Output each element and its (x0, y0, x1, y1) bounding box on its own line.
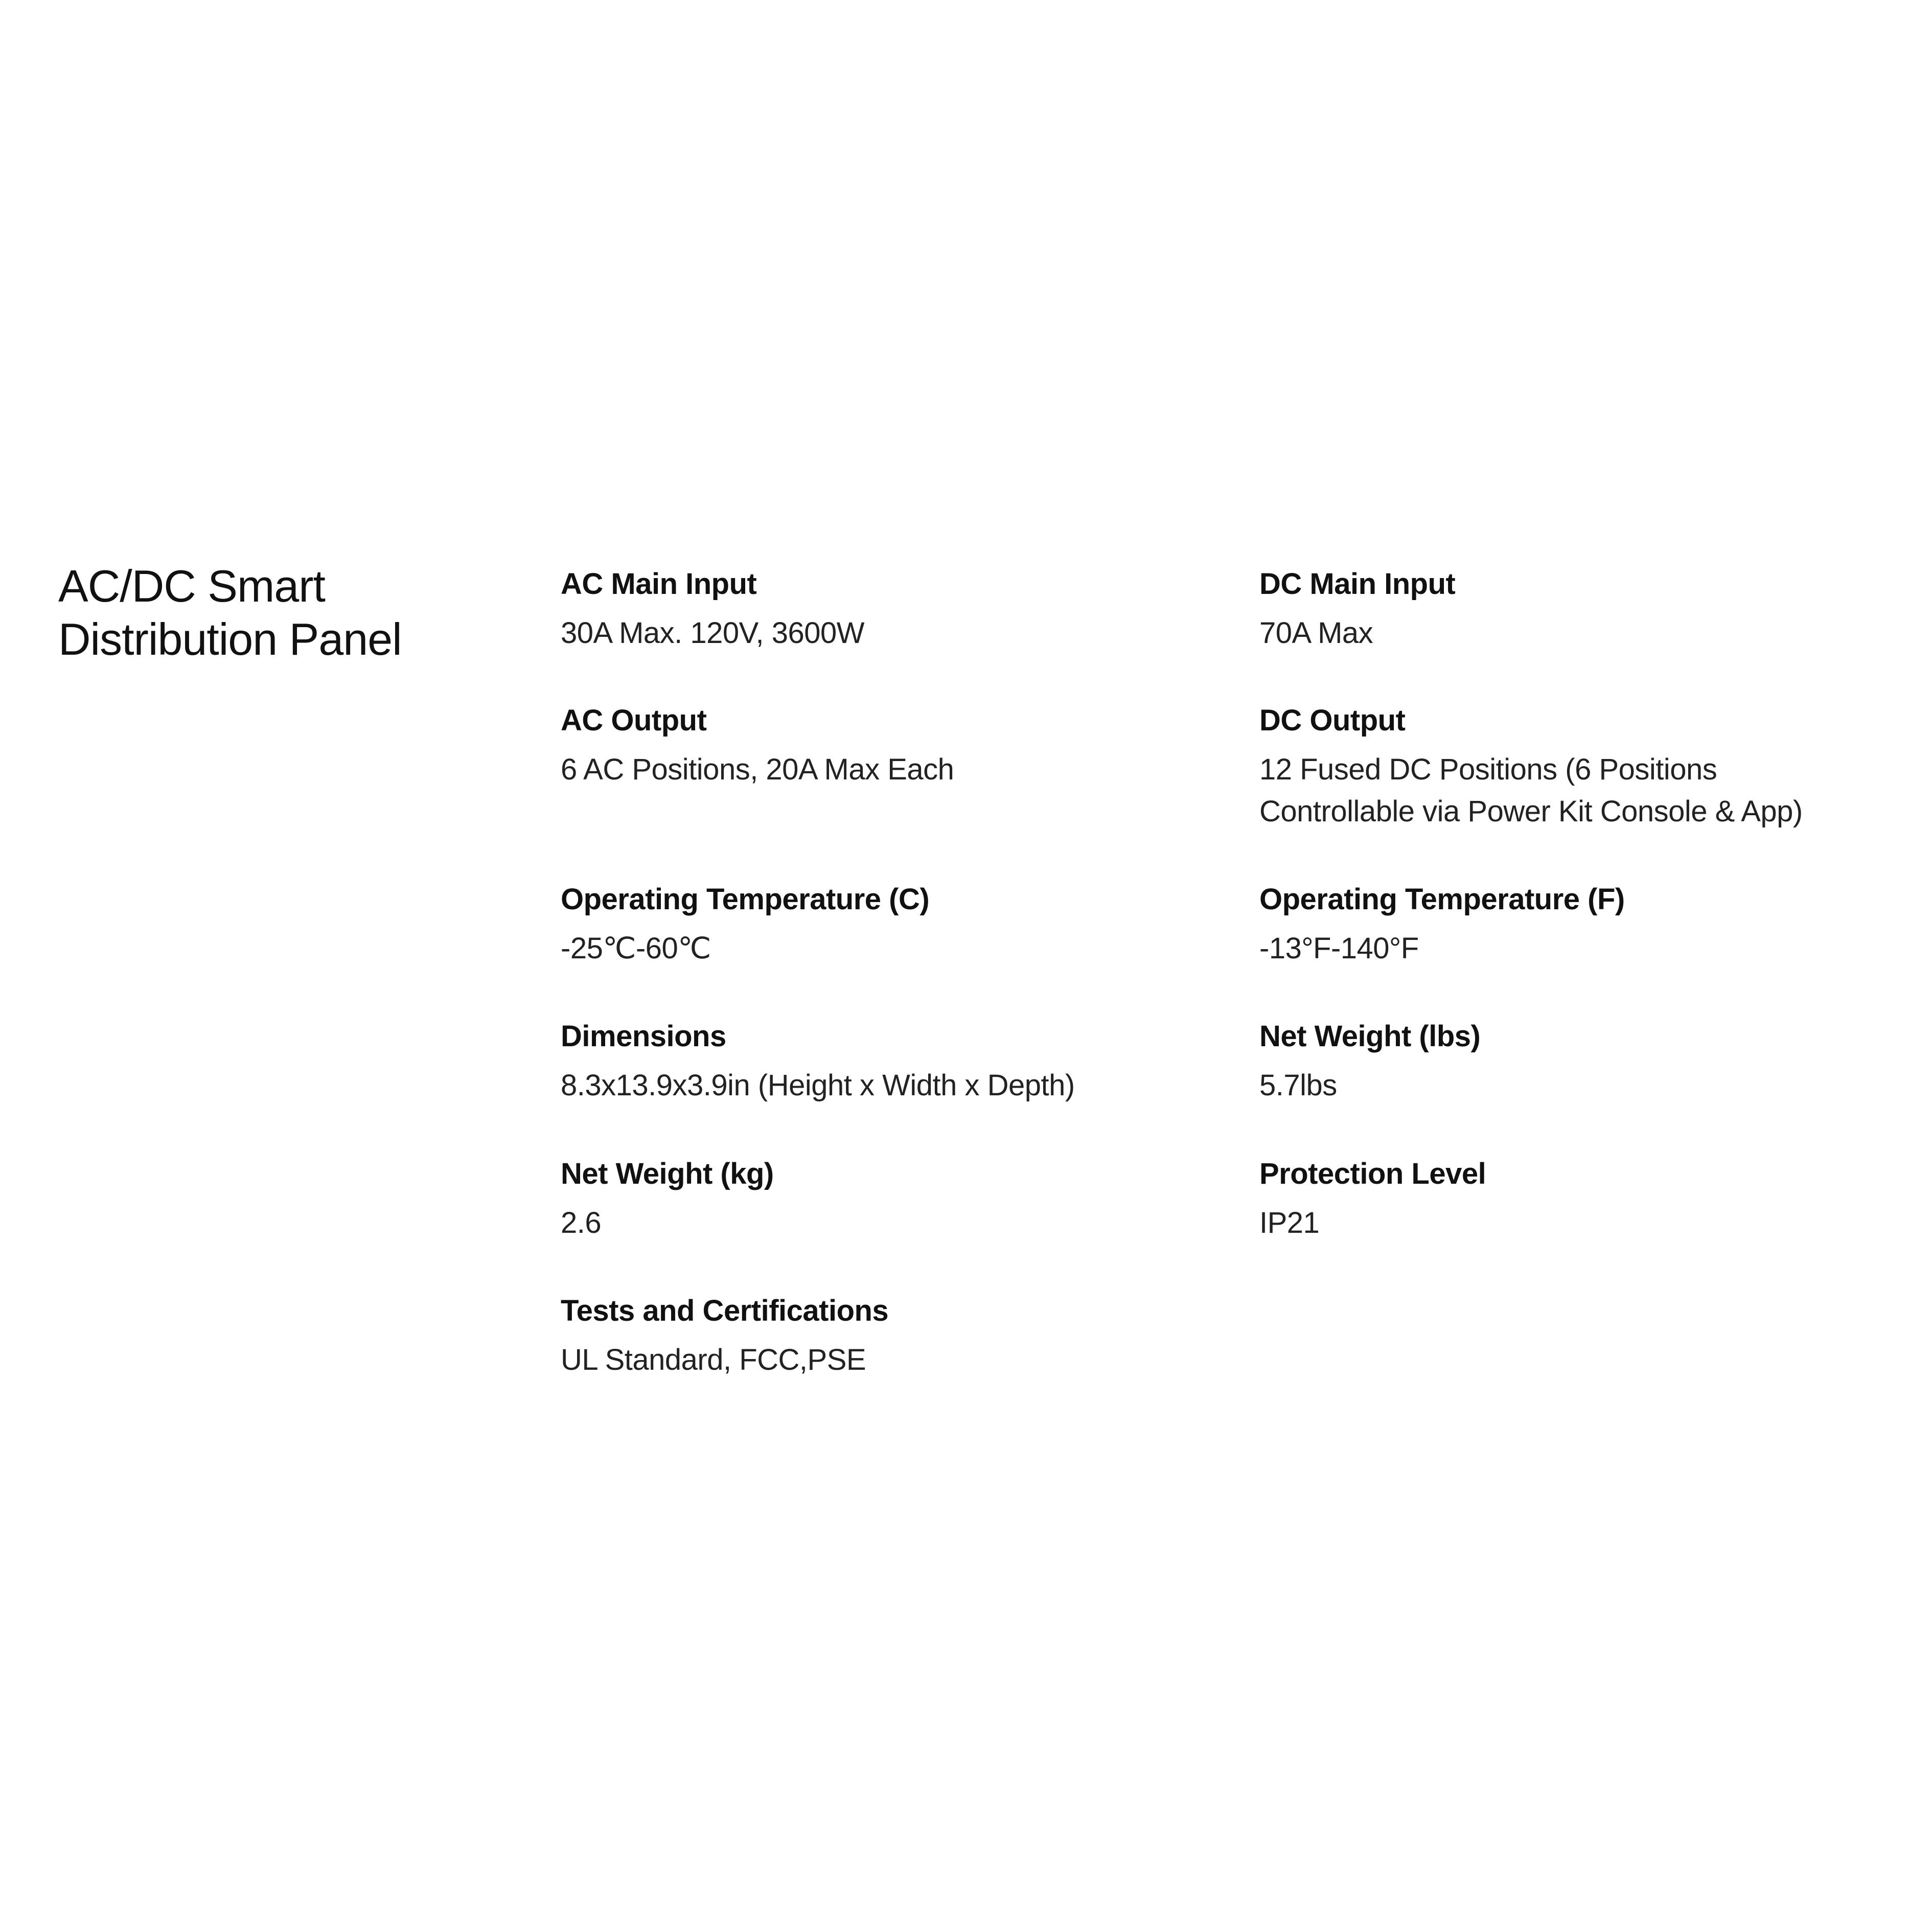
page-title-line-1: AC/DC Smart (58, 561, 325, 611)
page-title-line-2: Distribution Panel (58, 614, 402, 664)
spec-net-weight-kg (561, 1156, 1225, 1244)
page-title (58, 560, 402, 666)
spec-ac-output (561, 703, 1225, 791)
spec-protection-level (1259, 1156, 1924, 1244)
spec-operating-temperature-c (561, 882, 1225, 970)
spec-label: Operating Temperature (F) (1259, 883, 1625, 916)
spec-label: Net Weight (kg) (561, 1157, 774, 1190)
spec-label: Dimensions (561, 1020, 726, 1053)
spec-value: 30A Max. 120V, 3600W (561, 616, 865, 650)
spec-value: 12 Fused DC Positions (6 Positions Controllable via Power Kit Console & App) (1259, 753, 1803, 828)
spec-dc-output (1259, 703, 1924, 833)
spec-value: -13°F-140°F (1259, 932, 1419, 965)
spec-ac-main-input (561, 566, 1225, 654)
spec-value: -25℃-60℃ (561, 932, 711, 965)
spec-label: AC Output (561, 704, 707, 737)
spec-value: 2.6 (561, 1206, 602, 1239)
spec-label: Operating Temperature (C) (561, 883, 930, 916)
spec-label: Protection Level (1259, 1157, 1486, 1190)
spec-label: AC Main Input (561, 567, 757, 601)
spec-value: 6 AC Positions, 20A Max Each (561, 753, 954, 786)
spec-value: 8.3x13.9x3.9in (Height x Width x Depth) (561, 1069, 1075, 1102)
spec-value: 70A Max (1259, 616, 1373, 650)
spec-label: Tests and Certifications (561, 1294, 889, 1327)
spec-tests-and-certifications (561, 1293, 1225, 1381)
spec-dc-main-input (1259, 566, 1924, 654)
spec-operating-temperature-f (1259, 882, 1924, 970)
spec-label: DC Output (1259, 704, 1406, 737)
spec-dimensions (561, 1019, 1225, 1107)
spec-label: DC Main Input (1259, 567, 1456, 601)
spec-value: 5.7lbs (1259, 1069, 1337, 1102)
spec-value: UL Standard, FCC,PSE (561, 1343, 866, 1376)
spec-value: IP21 (1259, 1206, 1320, 1239)
spec-label: Net Weight (lbs) (1259, 1020, 1481, 1053)
spec-net-weight-lbs (1259, 1019, 1924, 1107)
